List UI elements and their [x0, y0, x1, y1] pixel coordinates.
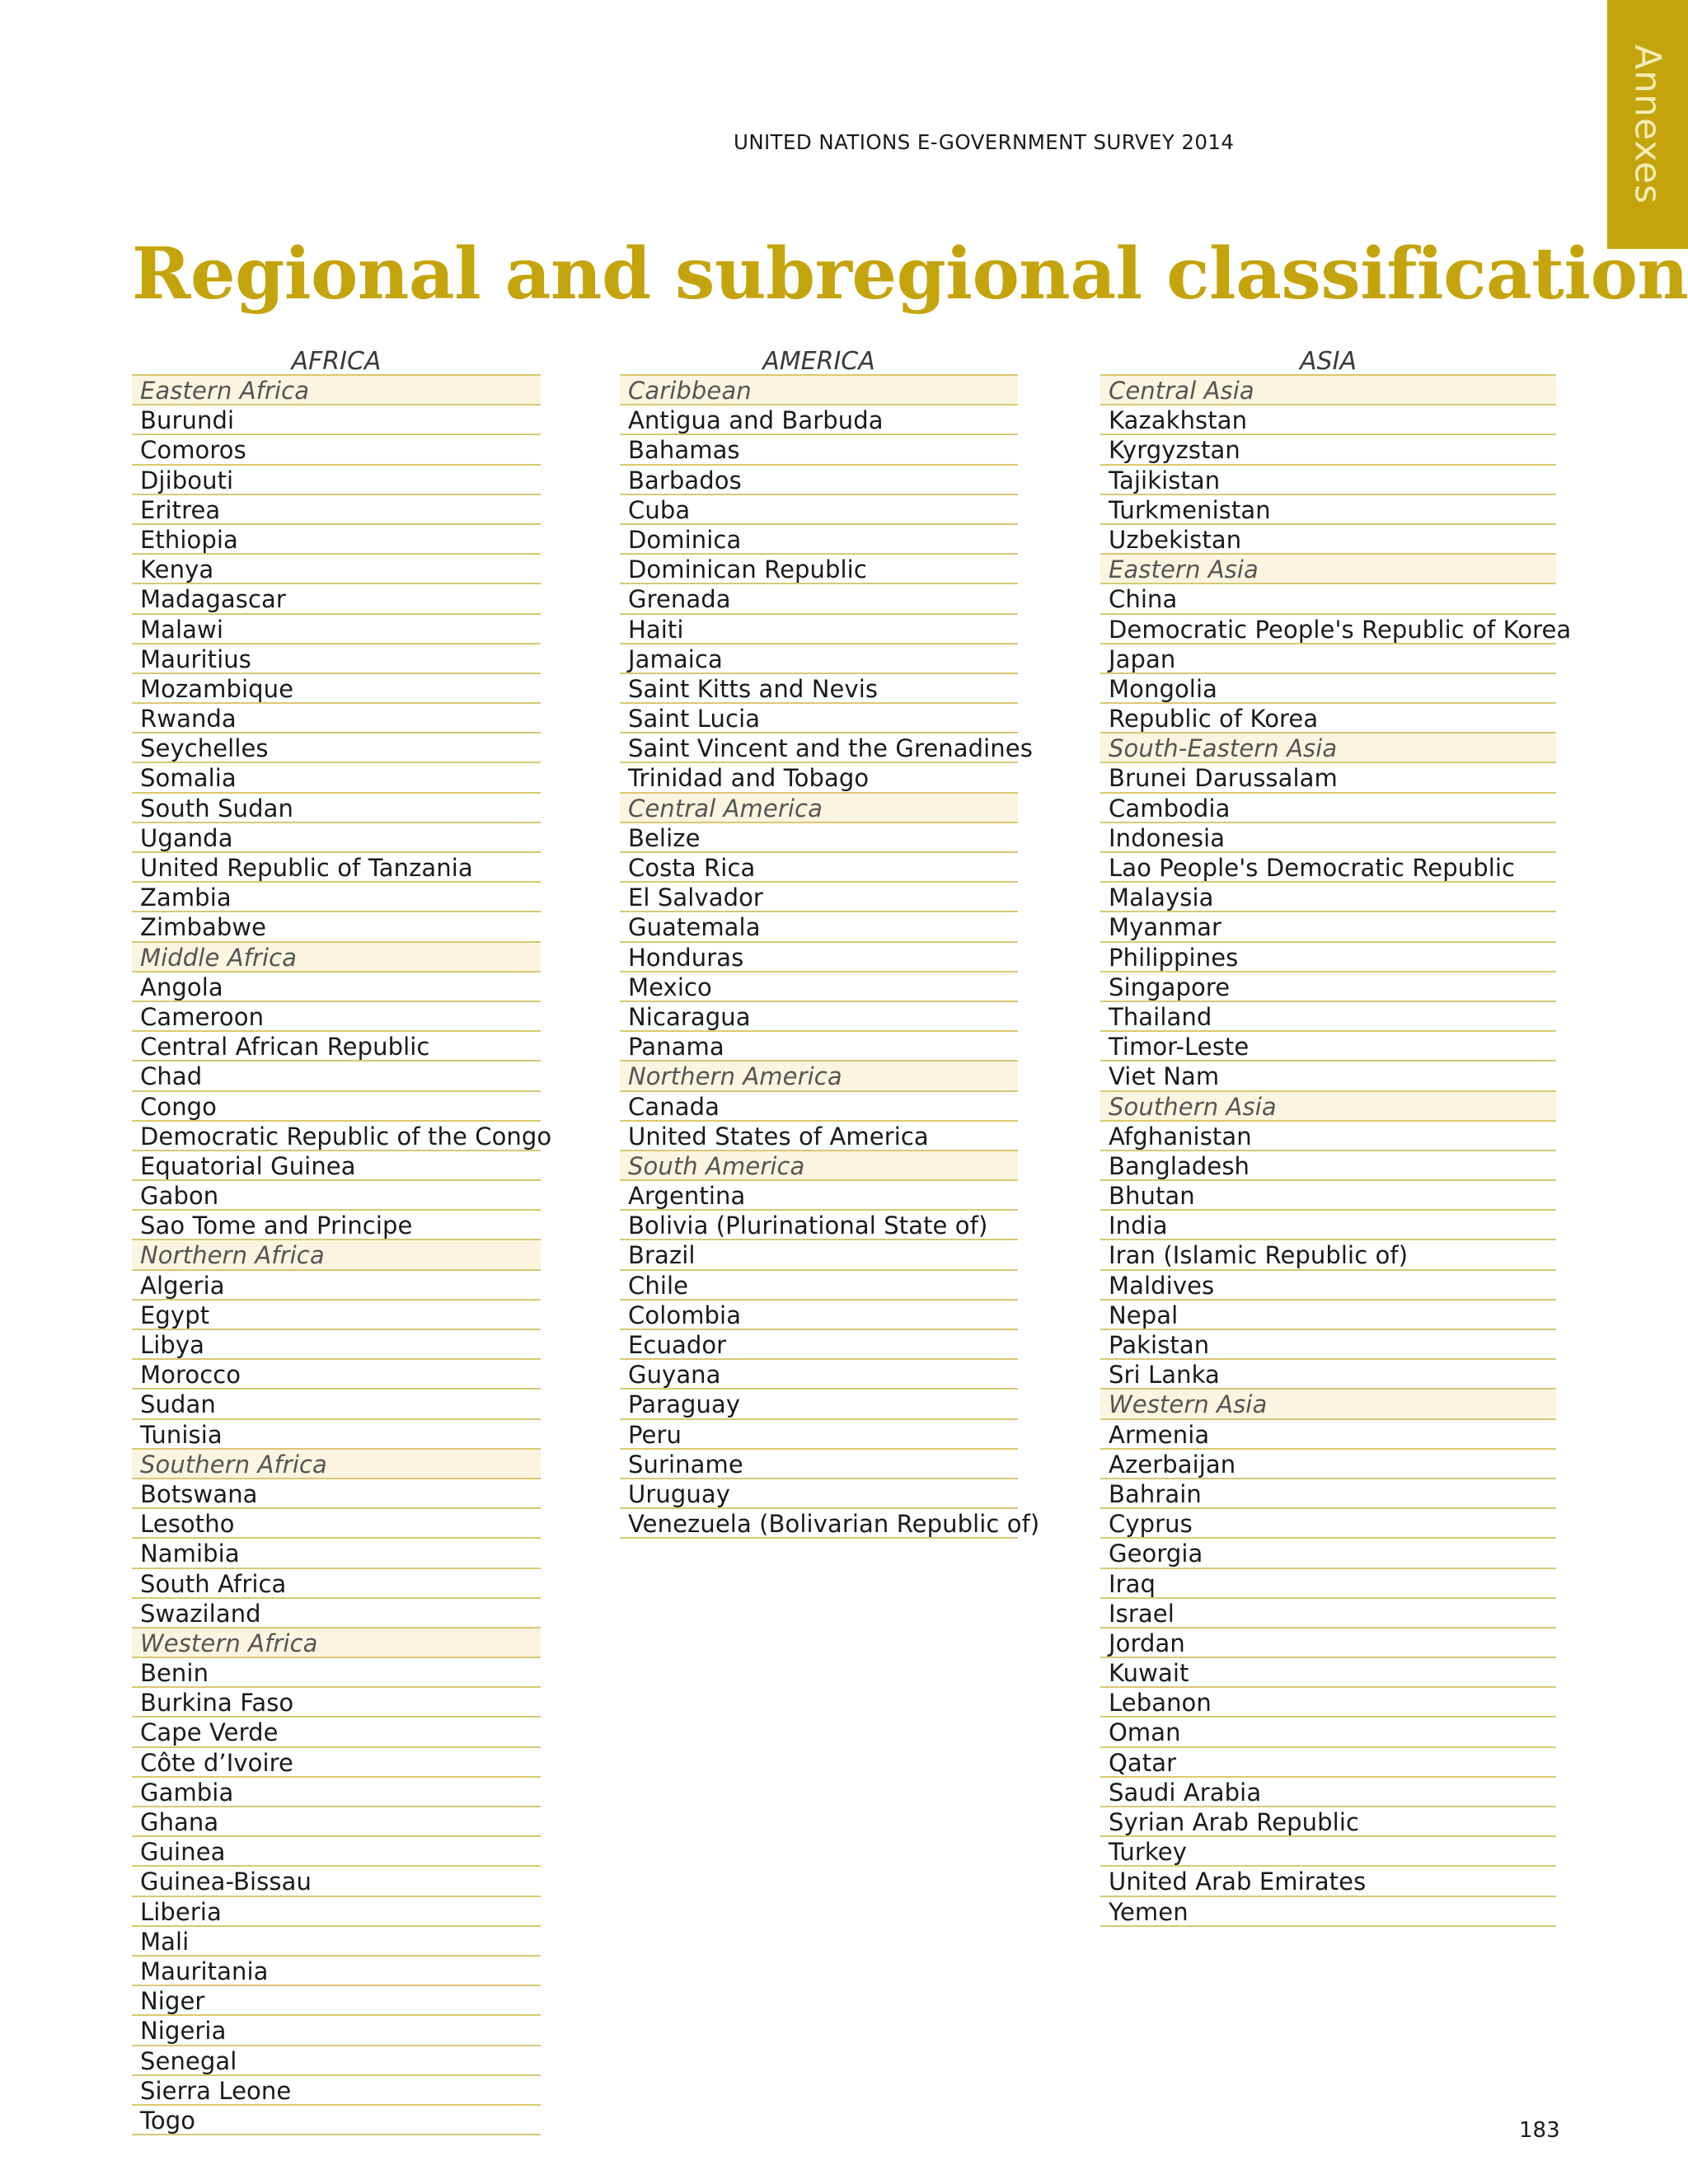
country-row: United Arab Emirates: [1100, 1867, 1556, 1896]
country-row: Jamaica: [620, 644, 1018, 674]
country-row: Maldives: [1100, 1271, 1556, 1301]
subregion-heading: South-Eastern Asia: [1100, 733, 1556, 763]
country-row: Gabon: [132, 1181, 541, 1211]
subregion-heading: Middle Africa: [132, 943, 541, 972]
country-row: Ethiopia: [132, 525, 541, 555]
region-column-asia: [1100, 344, 1572, 1927]
country-row: Comoros: [132, 435, 541, 465]
country-row: Dominica: [620, 525, 1018, 555]
country-row: Kenya: [132, 555, 541, 584]
country-row: Haiti: [620, 615, 1018, 644]
country-row: India: [1100, 1211, 1556, 1240]
country-row: Lesotho: [132, 1509, 541, 1539]
country-row: Armenia: [1100, 1420, 1556, 1450]
country-row: South Africa: [132, 1569, 541, 1599]
country-row: Brazil: [620, 1240, 1018, 1270]
country-row: Morocco: [132, 1360, 541, 1390]
country-row: Ecuador: [620, 1330, 1018, 1360]
country-row: Swaziland: [132, 1599, 541, 1629]
country-row: Benin: [132, 1658, 541, 1688]
country-row: Paraguay: [620, 1390, 1018, 1419]
country-row: Seychelles: [132, 733, 541, 763]
country-row: Burkina Faso: [132, 1688, 541, 1718]
region-column-africa: [132, 344, 552, 2135]
country-row: Oman: [1100, 1718, 1556, 1747]
country-row: Somalia: [132, 763, 541, 793]
country-row: Djibouti: [132, 466, 541, 495]
country-row: Egypt: [132, 1301, 541, 1330]
country-row: Sierra Leone: [132, 2076, 541, 2106]
country-row: Zimbabwe: [132, 912, 541, 942]
country-row: Bhutan: [1100, 1181, 1556, 1211]
country-row: Democratic Republic of the Congo: [132, 1122, 541, 1151]
country-row: Georgia: [1100, 1539, 1556, 1568]
country-row: China: [1100, 584, 1556, 614]
country-row: Nigeria: [132, 2016, 541, 2046]
country-row: Chile: [620, 1271, 1018, 1301]
country-row: Lebanon: [1100, 1688, 1556, 1718]
country-row: Uzbekistan: [1100, 525, 1556, 555]
country-row: Jordan: [1100, 1629, 1556, 1658]
subregion-heading: Northern America: [620, 1062, 1018, 1091]
country-row: Colombia: [620, 1301, 1018, 1330]
country-row: Angola: [132, 972, 541, 1002]
country-row: Cyprus: [1100, 1509, 1556, 1539]
country-row: Panama: [620, 1032, 1018, 1062]
country-row: Guyana: [620, 1360, 1018, 1390]
country-row: Equatorial Guinea: [132, 1151, 541, 1181]
country-row: Sri Lanka: [1100, 1360, 1556, 1390]
country-row: Viet Nam: [1100, 1062, 1556, 1091]
country-row: Cuba: [620, 495, 1018, 525]
country-row: Iraq: [1100, 1569, 1556, 1599]
country-row: Chad: [132, 1062, 541, 1091]
subregion-heading: Caribbean: [620, 376, 1018, 405]
country-row: Bahamas: [620, 435, 1018, 465]
country-row: Sao Tome and Principe: [132, 1211, 541, 1240]
country-row: Algeria: [132, 1271, 541, 1301]
country-row: Honduras: [620, 943, 1018, 972]
country-row: Sudan: [132, 1390, 541, 1419]
country-row: Argentina: [620, 1181, 1018, 1211]
region-column-america: [620, 344, 1040, 1539]
country-row: Congo: [132, 1092, 541, 1122]
subregion-heading: Southern Asia: [1100, 1092, 1556, 1122]
country-row: Saint Kitts and Nevis: [620, 674, 1018, 704]
country-row: Kyrgyzstan: [1100, 435, 1556, 465]
country-row: Grenada: [620, 584, 1018, 614]
country-row: Syrian Arab Republic: [1100, 1807, 1556, 1837]
region-header-america: AMERICA: [620, 344, 1018, 376]
country-row: Peru: [620, 1420, 1018, 1450]
country-row: United Republic of Tanzania: [132, 853, 541, 883]
country-row: Guinea: [132, 1837, 541, 1867]
country-row: Lao People's Democratic Republic: [1100, 853, 1556, 883]
subregion-heading: Central Asia: [1100, 376, 1556, 405]
country-row: Senegal: [132, 2046, 541, 2076]
country-row: United States of America: [620, 1122, 1018, 1151]
country-row: Botswana: [132, 1479, 541, 1509]
country-row: Barbados: [620, 466, 1018, 495]
country-row: Ghana: [132, 1807, 541, 1837]
country-row: Côte d’Ivoire: [132, 1748, 541, 1778]
country-row: Qatar: [1100, 1748, 1556, 1778]
country-row: Indonesia: [1100, 823, 1556, 853]
country-row: Saudi Arabia: [1100, 1778, 1556, 1807]
country-row: Canada: [620, 1092, 1018, 1122]
country-row: Tunisia: [132, 1420, 541, 1450]
country-row: Uganda: [132, 823, 541, 853]
country-row: Togo: [132, 2106, 541, 2135]
country-row: Pakistan: [1100, 1330, 1556, 1360]
country-row: Suriname: [620, 1450, 1018, 1479]
country-row: Timor-Leste: [1100, 1032, 1556, 1062]
country-row: Rwanda: [132, 704, 541, 733]
subregion-heading: Western Africa: [132, 1629, 541, 1658]
country-row: Tajikistan: [1100, 466, 1556, 495]
country-row: Mauritius: [132, 644, 541, 674]
country-row: Mongolia: [1100, 674, 1556, 704]
country-row: Japan: [1100, 644, 1556, 674]
country-row: Gambia: [132, 1778, 541, 1807]
country-row: Myanmar: [1100, 912, 1556, 942]
subregion-heading: Eastern Africa: [132, 376, 541, 405]
country-row: Afghanistan: [1100, 1122, 1556, 1151]
subregion-heading: Eastern Asia: [1100, 555, 1556, 584]
region-list-asia: [1100, 376, 1572, 1927]
country-row: Mexico: [620, 972, 1018, 1002]
country-row: Niger: [132, 1986, 541, 2016]
region-list-africa: [132, 376, 552, 2135]
country-row: Mali: [132, 1927, 541, 1957]
country-row: Mauritania: [132, 1957, 541, 1986]
subregion-heading: South America: [620, 1151, 1018, 1181]
subregion-heading: Central America: [620, 794, 1018, 823]
country-row: Liberia: [132, 1897, 541, 1927]
country-row: Guatemala: [620, 912, 1018, 942]
country-row: Democratic People's Republic of Korea: [1100, 615, 1556, 644]
country-row: Thailand: [1100, 1002, 1556, 1032]
subregion-heading: Western Asia: [1100, 1390, 1556, 1419]
country-row: Kazakhstan: [1100, 405, 1556, 435]
country-row: Kuwait: [1100, 1658, 1556, 1688]
page-title: Regional and subregional classification: [132, 232, 1688, 316]
country-row: Azerbaijan: [1100, 1450, 1556, 1479]
country-row: Mozambique: [132, 674, 541, 704]
country-row: Bolivia (Plurinational State of): [620, 1211, 1018, 1240]
region-list-america: [620, 376, 1040, 1539]
country-row: Philippines: [1100, 943, 1556, 972]
country-row: Trinidad and Tobago: [620, 763, 1018, 793]
country-row: Turkey: [1100, 1837, 1556, 1867]
country-row: Malaysia: [1100, 883, 1556, 912]
country-row: Israel: [1100, 1599, 1556, 1629]
country-row: Cape Verde: [132, 1718, 541, 1747]
country-row: Central African Republic: [132, 1032, 541, 1062]
country-row: Costa Rica: [620, 853, 1018, 883]
country-row: Madagascar: [132, 584, 541, 614]
country-row: Brunei Darussalam: [1100, 763, 1556, 793]
page-number: 183: [1519, 2118, 1560, 2143]
country-row: Venezuela (Bolivarian Republic of): [620, 1509, 1018, 1539]
region-header-africa: AFRICA: [132, 344, 541, 376]
country-row: Nepal: [1100, 1301, 1556, 1330]
country-row: Bangladesh: [1100, 1151, 1556, 1181]
country-row: Libya: [132, 1330, 541, 1360]
country-row: Cambodia: [1100, 794, 1556, 823]
country-row: Guinea-Bissau: [132, 1867, 541, 1896]
country-row: Cameroon: [132, 1002, 541, 1032]
country-row: Republic of Korea: [1100, 704, 1556, 733]
country-row: Uruguay: [620, 1479, 1018, 1509]
country-row: Yemen: [1100, 1897, 1556, 1927]
country-row: Nicaragua: [620, 1002, 1018, 1032]
country-row: Saint Lucia: [620, 704, 1018, 733]
country-row: Singapore: [1100, 972, 1556, 1002]
region-header-asia: ASIA: [1100, 344, 1556, 376]
country-row: Bahrain: [1100, 1479, 1556, 1509]
country-row: Dominican Republic: [620, 555, 1018, 584]
subregion-heading: Northern Africa: [132, 1240, 541, 1270]
country-row: Zambia: [132, 883, 541, 912]
country-row: Antigua and Barbuda: [620, 405, 1018, 435]
country-row: Iran (Islamic Republic of): [1100, 1240, 1556, 1270]
country-row: Malawi: [132, 615, 541, 644]
annexes-side-tab: [1607, 0, 1688, 249]
country-row: Turkmenistan: [1100, 495, 1556, 525]
running-header: UNITED NATIONS E-GOVERNMENT SURVEY 2014: [734, 130, 1235, 154]
country-row: Namibia: [132, 1539, 541, 1568]
country-row: Burundi: [132, 405, 541, 435]
country-row: South Sudan: [132, 794, 541, 823]
country-row: El Salvador: [620, 883, 1018, 912]
country-row: Eritrea: [132, 495, 541, 525]
side-tab-label: Annexes: [1626, 45, 1669, 204]
subregion-heading: Southern Africa: [132, 1450, 541, 1479]
country-row: Belize: [620, 823, 1018, 853]
country-row: Saint Vincent and the Grenadines: [620, 733, 1018, 763]
